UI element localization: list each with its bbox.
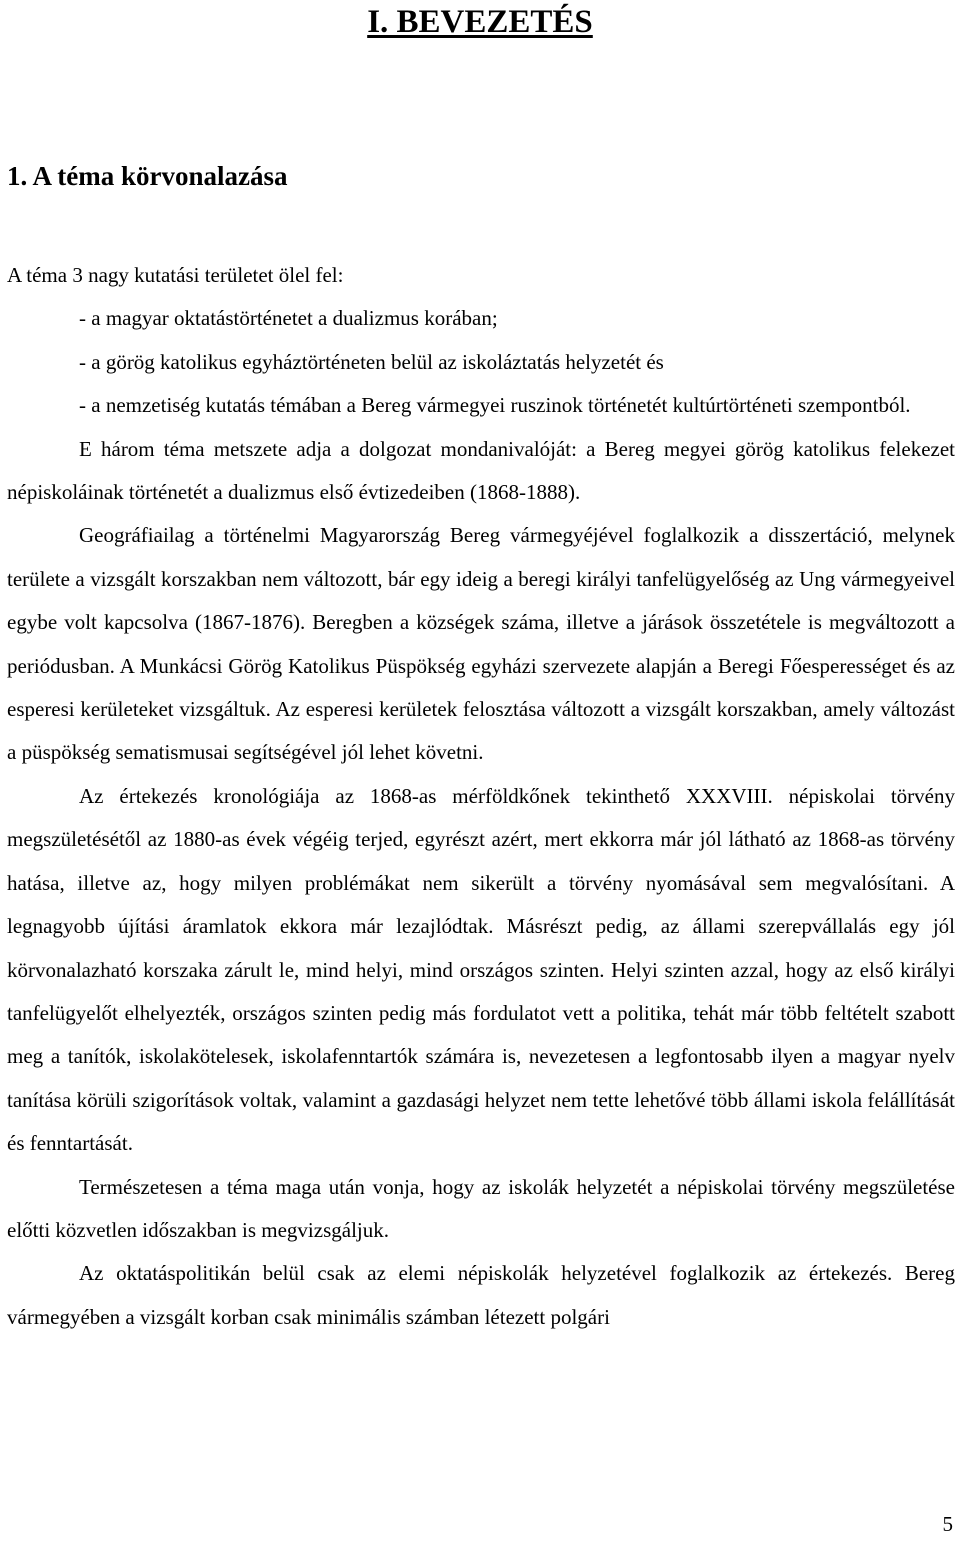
paragraph: Geográfiailag a történelmi Magyarország Bereg vármegyéjével foglalkozik a disszertáció, melynek területe a vizsgált korszakban nem változott, bár egy ideig a beregi királyi tanfelügyelőség az Ung vármegyeivel egybe volt kapcsolva (1867-1876). Beregben a községek száma, illetve a járások összetétele is megváltozott a periódusban. A Munkácsi Görög Katolikus Püspökség egyházi szervezete alapján a Beregi Főesperességet és az esperesi kerületeket vizsgáltuk. Az esperesi kerületek felosztása változott a vizsgált korszakban, amely változást a püspökség sematismusai segítségével jól lehet követni. [7,523,955,765]
paragraph: E három téma metszete adja a dolgozat mondanivalóját: a Bereg megyei görög katolikus felekezet népiskoláinak történetét a dualizmus első évtizedeiben (1868-1888). [7,436,955,505]
list-item: - a görög katolikus egyháztörténeten belül az iskoláztatás helyzetét és [79,349,664,374]
section-title: 1. A téma körvonalazása [7,161,288,191]
list-item: - a nemzetiség kutatás témában a Bereg vármegyei ruszinok történetét kultúrtörténeti szempontból. [79,393,911,418]
page-number: 5 [942,1512,953,1536]
document-body [7,254,955,1339]
paragraph: Az oktatáspolitikán belül csak az elemi népiskolák helyzetével foglalkozik az értekezés. Bereg vármegyében a vizsgált korban csak minimális számban létezett polgári [7,1261,955,1329]
paragraph: Természetesen a téma maga után vonja, hogy az iskolák helyzetét a népiskolai törvény megszületése előtti közvetlen időszakban is megvizsgáljuk. [7,1174,955,1242]
list-item: - a magyar oktatástörténetet a dualizmus korában; [79,306,498,331]
intro-lead: A téma 3 nagy kutatási területet ölel fel: [7,263,344,287]
chapter-title: I. BEVEZETÉS [367,4,593,40]
paragraph: Az értekezés kronológiája az 1868-as mérföldkőnek tekinthető XXXVIII. népiskolai törvény megszületésétől az 1880-as évek végéig terjed, egyrészt azért, mert ekkorra már jól látható az 1868-as törvény hatása, illetve az, hogy milyen problémákat nem sikerült a törvény nyomásával sem megvalósítani. A legnagyobb újítási áramlatok ekkora már lezajlódtak. Másrészt pedig, az állami szerepvállalás egy jól körvonalazható korszaka zárult le, mind helyi, mind országos szinten. Helyi szinten azzal, hogy az első királyi tanfelügyelőt elhelyezték, országos szinten pedig más fordulatot vett a politika, tehát már több feltételt szabott meg a tanítók, iskolakötelesek, iskolafenntartók számára is, nevezetesen a legfontosabb ilyen a magyar nyelv tanítása körüli szigorítások voltak, valamint a gazdasági helyzet nem tette lehetővé több állami iskola felállítását és fenntartását. [7,783,955,1156]
